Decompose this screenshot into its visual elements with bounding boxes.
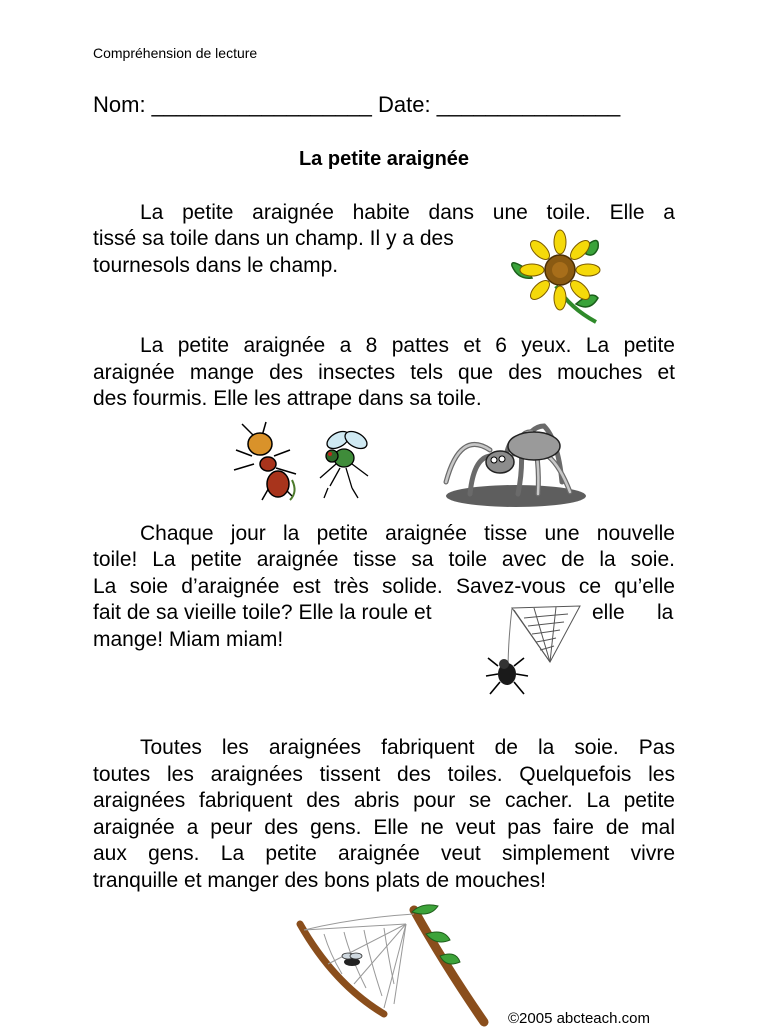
ant-image xyxy=(232,420,304,502)
p4-line-5: aux gens. La petite araignée veut simplement vivre xyxy=(93,842,675,865)
p3-line-2: toile! La petite araignée tisse sa toile avec de la soie. xyxy=(93,548,675,571)
p4-line-4: araignée a peur des gens. Elle ne veut pas faire de mal xyxy=(93,816,675,839)
p4-line-2: toutes les araignées tissent des toiles. Quelquefois les xyxy=(93,763,675,786)
story-title: La petite araignée xyxy=(298,148,470,170)
p3-line-4: fait de sa vieille toile? Elle la roule et xyxy=(93,601,432,624)
p2-line-2: araignée mange des insectes tels que des mouches et xyxy=(93,361,675,384)
p3-line-3: La soie d’araignée est très solide. Savez-vous ce qu’elle xyxy=(93,575,675,598)
name-date-line: Nom: __________________ Date: _______________ xyxy=(93,92,621,117)
p3-line-1: Chaque jour la petite araignée tisse une nouvelle xyxy=(140,522,675,545)
fly-image xyxy=(312,424,378,500)
p1-line-2: tissé sa toile dans un champ. Il y a des xyxy=(93,227,454,250)
p3-line-4-word-la: la xyxy=(657,601,674,624)
p4-line-3: araignées fabriquent des abris pour se cacher. La petite xyxy=(93,789,675,812)
p3-line-5: mange! Miam miam! xyxy=(93,628,284,651)
worksheet-header: Compréhension de lecture xyxy=(93,45,258,61)
copyright-footer: ©2005 abcteach.com xyxy=(508,1010,650,1027)
p2-line-1: La petite araignée a 8 pattes et 6 yeux. La petite xyxy=(140,334,675,357)
p1-line-1: La petite araignée habite dans une toile. Elle a xyxy=(140,201,675,224)
gray-spider-image xyxy=(440,420,590,508)
p3-line-4-word-elle: elle xyxy=(592,601,625,624)
p4-line-6: tranquille et manger des bons plats de mouches! xyxy=(93,869,546,892)
p4-line-1: Toutes les araignées fabriquent de la soie. Pas xyxy=(140,736,675,759)
p1-line-3: tournesols dans le champ. xyxy=(93,254,339,277)
web-branch-image xyxy=(294,904,494,1024)
web-spider-image xyxy=(484,602,584,702)
sunflower-image xyxy=(508,228,608,326)
p2-line-3: des fourmis. Elle les attrape dans sa toile. xyxy=(93,387,482,410)
